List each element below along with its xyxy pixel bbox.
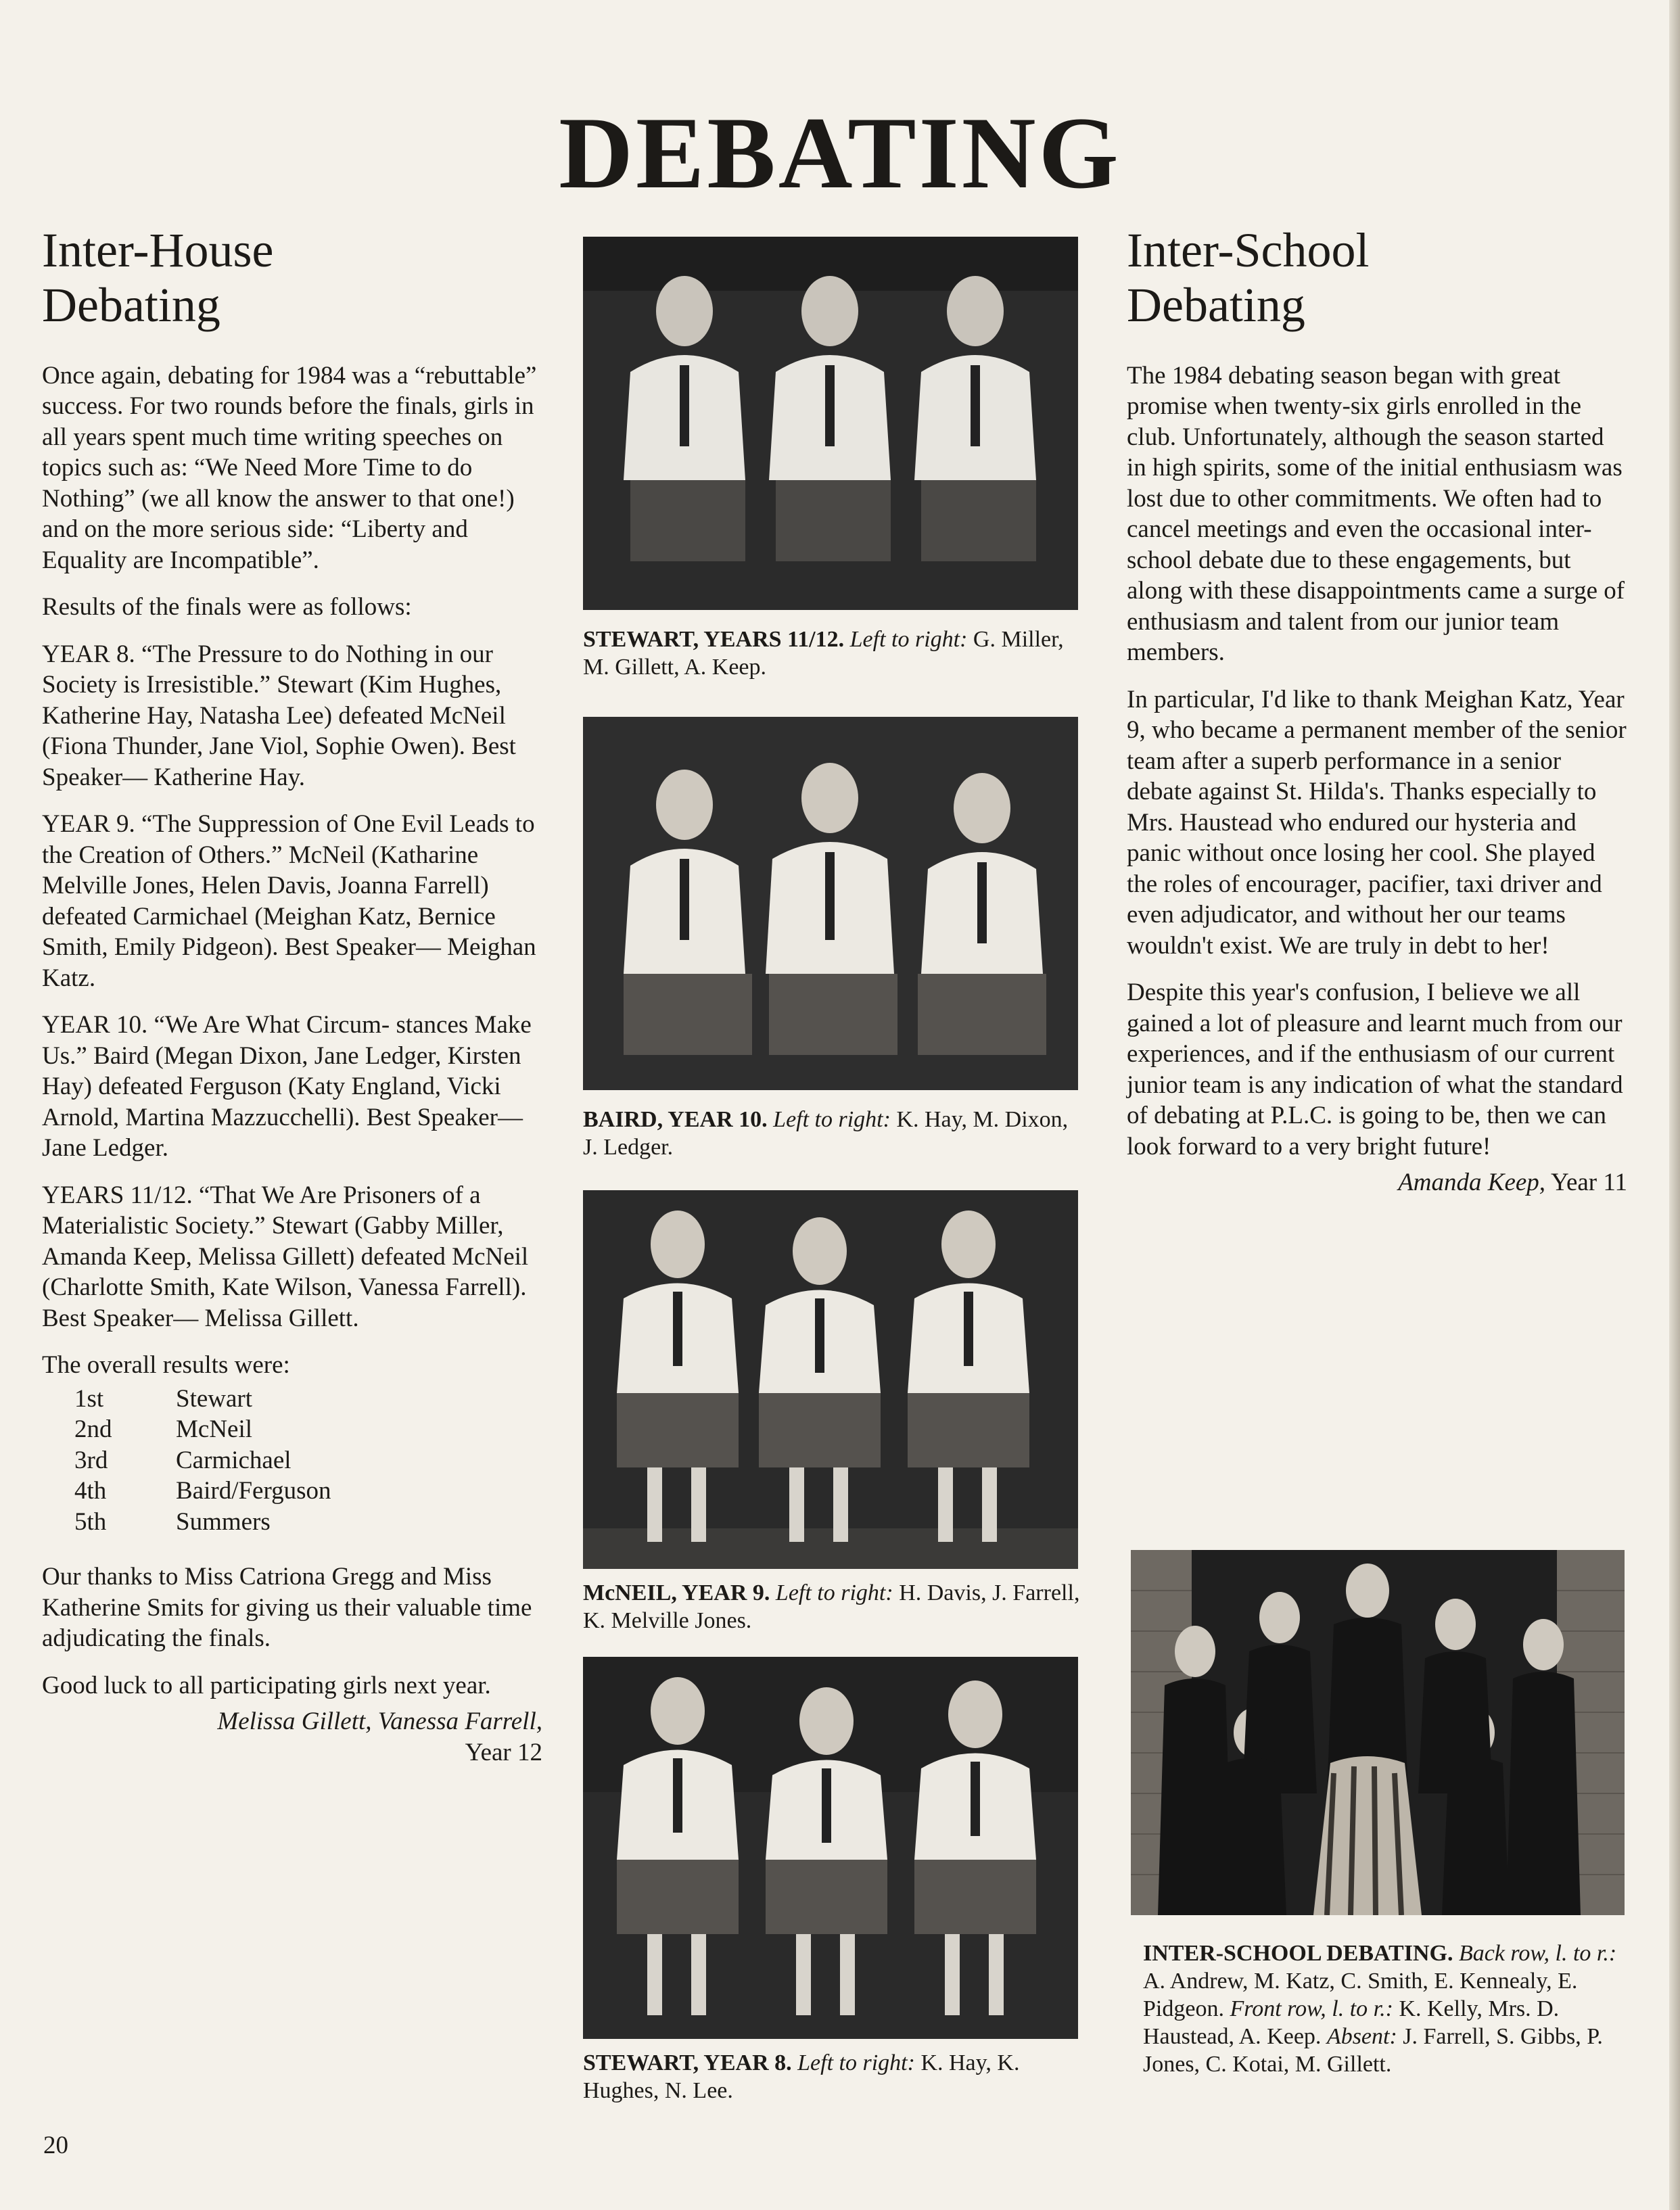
year8-result: YEAR 8. “The Pressure to do Nothing in our Society is Irresistible.” Stewart (Kim Hughes, Katherine Hay, Natasha Lee) defeated McNeil (Fiona Thunder, Jane Viol, Sophie Owen). Best Speaker— Katherine Hay. (42, 640, 516, 791)
caption-italic: Left to right: (773, 1107, 891, 1132)
table-row (74, 1445, 331, 1476)
photo-stewart-year-8 (583, 1657, 1078, 2039)
inter-school-signature (1127, 1167, 1627, 1198)
photo-inter-school-debating (1131, 1550, 1625, 1915)
inter-school-title-line2: Debating (1127, 278, 1305, 333)
page-spine-shadow (1669, 0, 1680, 2210)
page-number: 20 (43, 2132, 68, 2159)
caption-baird-year-10 (583, 1106, 1083, 1161)
caption-names: G. Miller, M. Gillett, A. Keep. (583, 627, 1064, 680)
caption-bold: STEWART, YEARS 11/12. (583, 627, 845, 652)
signature-name: Amanda Keep, (1398, 1169, 1546, 1197)
inter-house-title-line2: Debating (42, 278, 220, 333)
inter-school-paragraph-1: The 1984 debating season began with great promise when twenty-six girls enrolled in the club. Unfortunately, although the season started in high spirits, some of the initial enthusiasm was lost due to other commitments. We often had to cancel meetings and even the occasional inter-school debate due to these engagements, but along with these disappointments came a surge of enthusiasm and talent from our junior team members. (1127, 361, 1625, 667)
year10-result: YEAR 10. “We Are What Circum- stances Make Us.” Baird (Megan Dixon, Jane Ledger, Kirsten Hay) defeated Ferguson (Katy England, Vicki Arnold, Martina Mazzucchelli). Best Speaker—Jane Ledger. (42, 1011, 532, 1162)
caption-italic: Left to right: (797, 2050, 915, 2075)
table-row (74, 1384, 331, 1415)
signature-year: Year 12 (465, 1738, 542, 1766)
inter-school-title-line1: Inter-School (1127, 223, 1370, 277)
year9-result: YEAR 9. “The Suppression of One Evil Leads to the Creation of Others.” McNeil (Katharine Melville Jones, Helen Davis, Joanna Farrell) defeated Carmichael (Meighan Katz, Bernice Smith, Emily Pidgeon). Best Speaker— Meighan Katz. (42, 810, 536, 992)
caption-mcneil-year-9 (583, 1579, 1083, 1635)
results-intro: Results of the finals were as follows: (42, 593, 412, 621)
overall-results-table (74, 1384, 331, 1538)
caption-bold: INTER-SCHOOL DEBATING. (1143, 1941, 1453, 1966)
caption-bold: McNEIL, YEAR 9. (583, 1580, 770, 1605)
inter-house-title (42, 223, 542, 333)
house-cell: Summers (176, 1507, 271, 1536)
page-title: DEBATING (559, 96, 1121, 210)
caption-inter-school-debating (1143, 1939, 1630, 2078)
house-cell: Carmichael (176, 1446, 291, 1474)
photo-mcneil-year-9 (583, 1190, 1078, 1569)
caption-names-back-row: A. Andrew, M. Katz, C. Smith, E. Kennealy, E. Pidgeon. (1143, 1969, 1578, 2021)
photo-baird-year-10 (583, 717, 1078, 1090)
caption-names: K. Hay, M. Dixon, J. Ledger. (583, 1107, 1069, 1160)
photo-stewart-years-11-12 (583, 237, 1078, 610)
house-cell: McNeil (176, 1415, 253, 1444)
inter-house-column (42, 223, 542, 1768)
place-cell: 1st (74, 1384, 104, 1413)
signature-names: Melissa Gillett, Vanessa Farrell, (217, 1708, 542, 1736)
caption-bold: STEWART, YEAR 8. (583, 2050, 792, 2075)
caption-bold: BAIRD, YEAR 10. (583, 1107, 768, 1132)
house-cell: Baird/Ferguson (176, 1477, 331, 1505)
inter-school-paragraph-3: Despite this year's confusion, I believe we all gained a lot of pleasure and learnt much from our experiences, and if the enthusiasm of our current junior team is any indication of what the standard of debating at P.L.C. is going to be, then we can look forward to a very bright future! (1127, 979, 1623, 1160)
inter-house-signature (42, 1706, 542, 1768)
place-cell: 4th (74, 1477, 107, 1505)
caption-names-front-row: K. Kelly, Mrs. D. Haustead, A. Keep. (1143, 1996, 1560, 2049)
place-cell: 2nd (74, 1415, 112, 1444)
overall-intro: The overall results were: (42, 1351, 290, 1380)
good-luck-paragraph: Good luck to all participating girls next year. (42, 1671, 491, 1699)
inter-school-title (1127, 223, 1627, 333)
signature-year: Year 11 (1550, 1169, 1627, 1197)
place-cell: 3rd (74, 1446, 108, 1474)
caption-italic: Left to right: (775, 1580, 893, 1605)
caption-italic: Left to right: (849, 627, 968, 652)
caption-names: H. Davis, J. Farrell, K. Melville Jones. (583, 1580, 1080, 1633)
thanks-paragraph: Our thanks to Miss Catriona Gregg and Miss Katherine Smits for giving us their valuable time adjudicating the finals. (42, 1563, 532, 1653)
year1112-result: YEARS 11/12. “That We Are Prisoners of a Materialistic Society.” Stewart (Gabby Miller, Amanda Keep, Melissa Gillett) defeated McNeil (Charlotte Smith, Kate Wilson, Vanessa Farrell). Best Speaker— Melissa Gillett. (42, 1181, 529, 1332)
table-row (74, 1414, 331, 1445)
caption-italic-back-row: Back row, l. to r.: (1458, 1941, 1617, 1966)
inter-school-paragraph-2: In particular, I'd like to thank Meighan Katz, Year 9, who became a permanent member of the senior team after a superb performance in a senior debate against St. Hilda's. Thanks especially to Mrs. Haustead who endured our hysteria and panic without once losing her cool. She played the roles of encourager, pacifier, taxi driver and even adjudicator, and without her our teams wouldn't exist. We are truly in debt to her! (1127, 685, 1627, 960)
caption-italic-front-row: Front row, l. to r.: (1230, 1996, 1393, 2021)
caption-stewart-year-8 (583, 2049, 1083, 2105)
place-cell: 5th (74, 1507, 107, 1536)
table-row (74, 1476, 331, 1507)
caption-names-absent: J. Farrell, S. Gibbs, P. Jones, C. Kotai, M. Gillett. (1143, 2024, 1603, 2077)
inter-school-column (1127, 223, 1627, 1198)
inter-house-intro: Once again, debating for 1984 was a “rebuttable” success. For two rounds before the finals, girls in all years spent much time writing speeches on topics such as: “We Need More Time to do Nothing” (we all know the answer to that one!) and on the more serious side: “Liberty and Equality are Incompatible”. (42, 361, 537, 574)
caption-stewart-years-11-12 (583, 626, 1083, 681)
inter-house-title-line1: Inter-House (42, 223, 274, 277)
table-row (74, 1507, 331, 1538)
caption-italic-absent: Absent: (1326, 2024, 1397, 2049)
caption-names: K. Hay, K. Hughes, N. Lee. (583, 2050, 1020, 2103)
house-cell: Stewart (176, 1384, 253, 1413)
